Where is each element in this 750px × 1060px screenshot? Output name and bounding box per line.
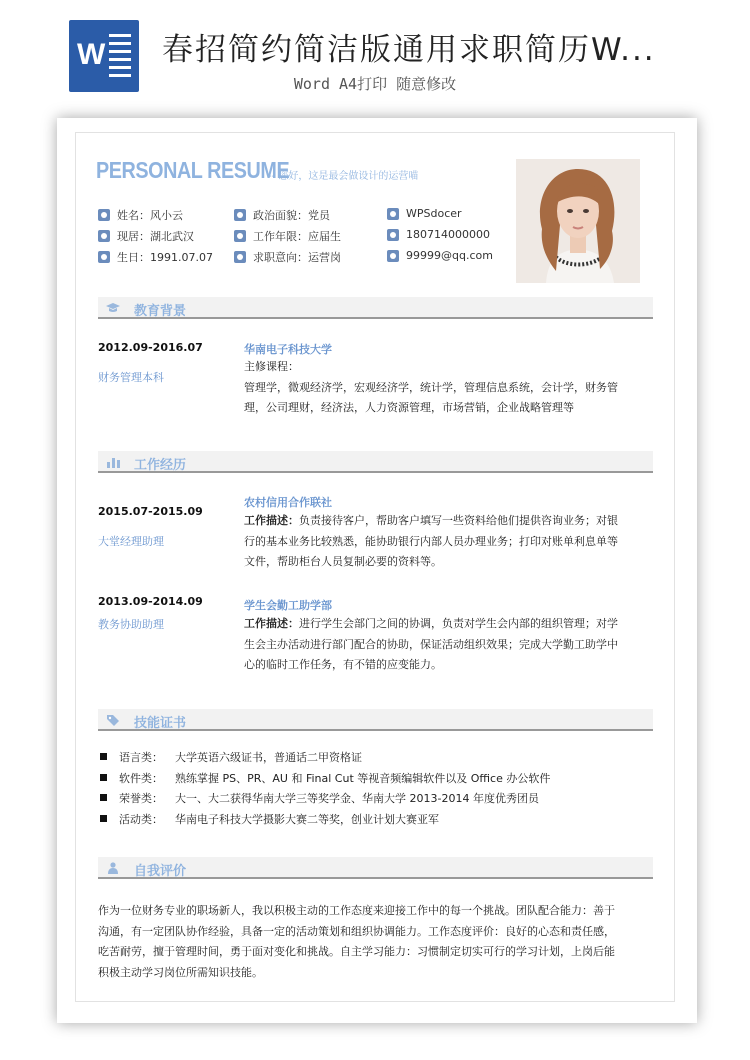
info-wechat <box>387 207 462 220</box>
eval-line: 沟通，有一定团队协作经验，具备一定的活动策划和组织协调能力。工作态度评价：良好的心态和责任感， <box>98 924 615 938</box>
user-icon <box>106 862 120 874</box>
doc-line-decoration <box>109 66 131 69</box>
bar-chart-icon <box>106 456 120 468</box>
resume-paper <box>57 118 697 1023</box>
doc-line-decoration <box>109 58 131 61</box>
target-icon <box>234 251 246 263</box>
word-letter: W <box>77 38 106 71</box>
info-email <box>387 249 493 262</box>
briefcase-icon <box>234 230 246 242</box>
portrait-photo <box>516 159 640 283</box>
doc-line-decoration <box>109 34 131 37</box>
info-text: 99999@qq.com <box>406 249 493 262</box>
education-date: 2012.09-2016.07 <box>98 341 203 354</box>
badge-icon <box>234 209 246 221</box>
work-role: 教务协助助理 <box>98 618 164 631</box>
skills-list <box>98 747 658 829</box>
courses-line: 管理学，微观经济学，宏观经济学，统计学，管理信息系统，会计学，财务管 <box>244 380 618 394</box>
section-self-eval <box>98 857 653 879</box>
info-phone <box>387 228 490 241</box>
skill-label: 荣誉类： <box>119 792 163 805</box>
courses-label: 主修课程： <box>244 360 299 373</box>
section-work <box>98 451 653 473</box>
person-icon <box>98 209 110 221</box>
skill-label: 软件类： <box>119 771 163 785</box>
portrait-illustration <box>516 159 640 283</box>
courses-line: 理，公司理财，经济法，人力资源管理，市场营销，企业战略管理等 <box>244 401 574 414</box>
info-birthday <box>98 249 213 265</box>
resume-title: PERSONAL RESUME <box>96 157 290 183</box>
doc-line-decoration <box>109 50 131 53</box>
info-text: 政治面貌：党员 <box>253 209 330 222</box>
desc-line: 进行学生会部门之间的协调，负责对学生会内部的组织管理；对学 <box>299 617 618 630</box>
work-description <box>244 614 664 676</box>
section-title: 技能证书 <box>134 716 187 731</box>
info-political <box>234 207 330 223</box>
document-header <box>0 0 750 110</box>
list-item <box>98 788 658 809</box>
resume-slogan: -- 您好，这是最会做设计的运营喵 <box>268 171 419 182</box>
desc-label: 工作描述： <box>244 617 299 630</box>
education-courses <box>244 357 664 419</box>
desc-line: 行的基本业务比较熟悉，能协助银行内部人员办理业务；打印对账单利息单等 <box>244 534 618 548</box>
skill-label: 活动类： <box>119 812 163 826</box>
resume-page <box>75 132 675 1002</box>
section-title: 自我评价 <box>134 864 187 879</box>
list-item <box>98 809 658 830</box>
work-role: 大堂经理助理 <box>98 535 164 548</box>
location-icon <box>98 230 110 242</box>
doc-line-decoration <box>109 42 131 45</box>
section-title: 教育背景 <box>134 304 187 319</box>
desc-line: 心的临时工作任务，有不错的应变能力。 <box>244 658 442 671</box>
info-text: 求职意向：运营岗 <box>253 251 341 264</box>
education-major: 财务管理本科 <box>98 371 164 384</box>
info-text: 180714000000 <box>406 228 490 241</box>
education-school: 华南电子科技大学 <box>244 343 332 356</box>
skill-text: 大学英语六级证书，普通话二甲资格证 <box>175 751 362 764</box>
mail-icon <box>387 250 399 262</box>
skill-text: 熟练掌握 PS、PR、AU 和 Final Cut 等视音频编辑软件以及 Office 办公软件 <box>175 771 551 785</box>
work-date: 2013.09-2014.09 <box>98 595 203 608</box>
skill-label: 语言类： <box>119 751 163 764</box>
info-text: 姓名：风小云 <box>117 209 183 222</box>
tag-icon <box>106 714 120 726</box>
desc-line: 负责接待客户，帮助客户填写一些资料给他们提供咨询业务；对银 <box>299 514 618 527</box>
skill-text: 华南电子科技大学摄影大赛二等奖，创业计划大赛亚军 <box>175 812 439 826</box>
info-location <box>98 228 194 244</box>
info-text: 生日：1991.07.07 <box>117 251 213 264</box>
graduation-cap-icon <box>106 302 120 314</box>
info-name <box>98 207 183 223</box>
info-text: WPSdocer <box>406 207 462 220</box>
info-objective <box>234 249 341 265</box>
bullet-icon <box>100 774 107 781</box>
section-education <box>98 297 653 319</box>
info-work-years <box>234 228 341 244</box>
self-eval-text <box>98 901 658 983</box>
desc-line: 文件，帮助柜台人员复制必要的资料等。 <box>244 555 442 568</box>
work-date: 2015.07-2015.09 <box>98 505 203 518</box>
section-title: 工作经历 <box>134 458 187 473</box>
eval-line: 积极主动学习岗位所需知识技能。 <box>98 965 263 979</box>
personal-info <box>98 207 508 277</box>
calendar-icon <box>98 251 110 263</box>
wechat-icon <box>387 208 399 220</box>
section-skills <box>98 709 653 731</box>
eval-line: 作为一位财务专业的职场新人，我以积极主动的工作态度来迎接工作中的每一个挑战。团队配合能力：善于 <box>98 904 615 917</box>
info-text: 工作年限：应届生 <box>253 230 341 243</box>
eval-line: 吃苦耐劳，擅于管理时间，勇于面对变化和挑战。自主学习能力：习惯制定切实可行的学习计划，上岗后能 <box>98 945 615 958</box>
desc-label: 工作描述： <box>244 514 299 527</box>
work-description <box>244 511 664 573</box>
list-item <box>98 768 658 789</box>
list-item <box>98 747 658 768</box>
skill-text: 大一、大二获得华南大学三等奖学金、华南大学 2013-2014 年度优秀团员 <box>175 792 539 805</box>
bullet-icon <box>100 794 107 801</box>
phone-icon <box>387 229 399 241</box>
info-text: 现居：湖北武汉 <box>117 230 194 243</box>
work-org: 学生会勤工助学部 <box>244 599 332 612</box>
document-title: 春招简约简洁版通用求职简历W... <box>162 32 656 68</box>
document-subtitle: Word A4打印 随意修改 <box>293 75 457 93</box>
bullet-icon <box>100 753 107 760</box>
work-org: 农村信用合作联社 <box>244 496 332 509</box>
bullet-icon <box>100 815 107 822</box>
desc-line: 生会主办活动进行部门配合的协助，保证活动组织效果；完成大学勤工助学中 <box>244 637 618 651</box>
